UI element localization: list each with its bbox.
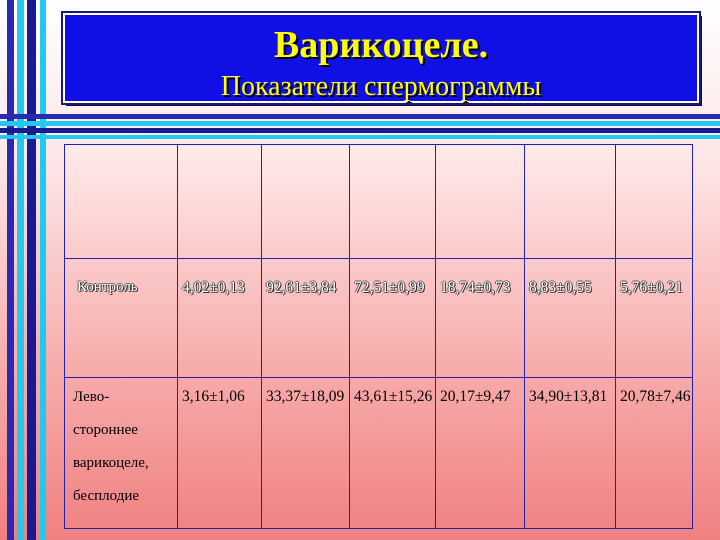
- value-vari-2: 33,37±18,09: [266, 388, 345, 405]
- page-subtitle: Показатели спермограммы: [220, 71, 542, 102]
- row-label-cell: [65, 378, 178, 529]
- page-title: Варикоцеле.: [273, 24, 489, 66]
- value-cell: [350, 378, 436, 529]
- top-stripe-cyan-2: [0, 135, 720, 139]
- value-vari-4: 20,17±9,47: [440, 388, 511, 405]
- value-vari-5: 34,90±13,81: [529, 388, 608, 405]
- row-label-varicocele: [65, 378, 177, 513]
- table-header-row: [65, 145, 693, 259]
- value-control-1: 4,02±0,13: [182, 279, 245, 296]
- top-stripe-dark: [0, 114, 720, 119]
- value-cell: [616, 378, 693, 529]
- left-stripe-dark-2: [27, 0, 36, 540]
- header-cell: [525, 145, 616, 259]
- value-control-6: 5,76±0,21: [620, 279, 683, 296]
- value-cell: [436, 378, 525, 529]
- header-cell: [262, 145, 350, 259]
- label-line: варикоцеле,: [73, 455, 149, 471]
- value-cell: [262, 378, 350, 529]
- left-stripe-cyan: [17, 0, 24, 540]
- value-vari-1: 3,16±1,06: [182, 388, 245, 405]
- left-stripe-dark: [7, 0, 14, 540]
- value-control-5: 8,83±0,55: [529, 279, 592, 296]
- table-row-control: [65, 259, 693, 378]
- label-line: стороннее: [73, 422, 138, 438]
- top-stripe-dark-2: [0, 128, 720, 133]
- header-cell: [350, 145, 436, 259]
- spermogram-table: [64, 144, 693, 529]
- left-stripe-cyan-2: [40, 0, 46, 540]
- header-cell: [65, 145, 178, 259]
- value-cell: [178, 259, 262, 378]
- value-cell: [350, 259, 436, 378]
- header-cell: [436, 145, 525, 259]
- label-line: Лево-: [73, 389, 110, 405]
- table-row-varicocele: [65, 378, 693, 529]
- row-label-control: Контроль: [77, 279, 138, 295]
- value-control-4: 18,74±0,73: [440, 279, 511, 296]
- value-cell: [262, 259, 350, 378]
- value-cell: [525, 259, 616, 378]
- row-label-cell: [65, 259, 178, 378]
- value-vari-3: 43,61±15,26: [354, 388, 433, 405]
- top-stripe-cyan: [0, 121, 720, 126]
- header-cell: [616, 145, 693, 259]
- value-control-2: 92,61±3,84: [266, 279, 337, 296]
- value-cell: [616, 259, 693, 378]
- value-cell: [178, 378, 262, 529]
- value-control-3: 72,51±0,99: [354, 279, 425, 296]
- value-cell: [525, 378, 616, 529]
- value-vari-6: 20,78±7,46: [620, 388, 691, 405]
- title-banner: [63, 13, 699, 103]
- header-cell: [178, 145, 262, 259]
- label-line: бесплодие: [73, 488, 140, 504]
- value-cell: [436, 259, 525, 378]
